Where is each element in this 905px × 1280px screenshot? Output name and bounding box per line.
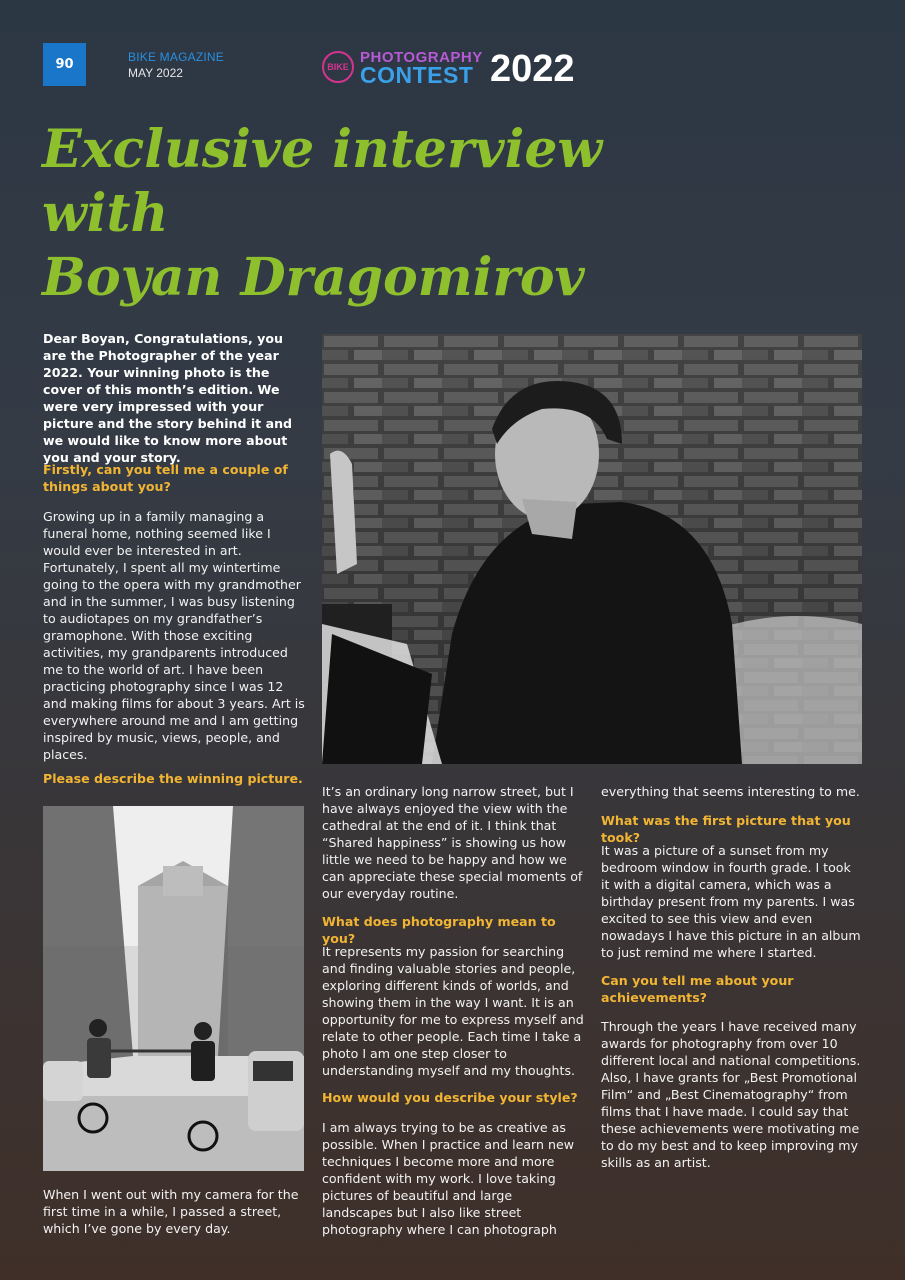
intro-paragraph: Dear Boyan, Congratulations, you are the Photographer of the year 2022. Your winning photo is the cover of this month’s edition. We were very impressed with your picture and the story behind it and we would like to know more about you and your story. bbox=[43, 331, 293, 465]
headline-line-1: Exclusive interview with bbox=[42, 119, 603, 244]
contest-logo bbox=[322, 48, 602, 90]
headline-line-2: Boyan Dragomirov bbox=[42, 247, 585, 308]
answer-1: Growing up in a family managing a funeral home, nothing seemed like I would ever be interested in art. Fortunately, I spent all my wintertime going to the opera with my grandmother and in the summer, I was busy listening to audiotapes on my grandfather’s gramophone. With those exciting activities, my grandparents introduced me to the world of art. I have been practicing photography since I was 12 and making films for about 3 years. Art is everywhere around me and I am getting inspired by music, views, people, and places. bbox=[43, 509, 305, 762]
question-4: How would you describe your style? bbox=[322, 1090, 578, 1105]
question-5: What was the first picture that you took? bbox=[601, 813, 851, 845]
contest-logo-contest: CONTEST bbox=[360, 62, 474, 88]
answer-6: Through the years I have received many awards for photography from over 10 different local and national competitions. Also, I have grants for „Best Promotional Film“ and „Best Cinematography“ from films that I have made. I could say that these achievements were motivating me to do my best and to keep improving my skills as an artist. bbox=[601, 1019, 861, 1170]
article-headline bbox=[42, 118, 742, 310]
issue-date: MAY 2022 bbox=[128, 66, 183, 80]
answer-4-part-1: I am always trying to be as creative as possible. When I practice and learn new techniques I become more and more confident with my work. I love taking pictures of beautiful and large landscapes but I also like street photography where I can photograph bbox=[322, 1120, 575, 1237]
magazine-name: BIKE MAGAZINE bbox=[128, 50, 224, 64]
answer-2-part-1: When I went out with my camera for the first time in a while, I passed a street, which I’ve gone by every day. bbox=[43, 1187, 299, 1236]
question-2: Please describe the winning picture. bbox=[43, 771, 303, 786]
answer-4-part-2: everything that seems interesting to me. bbox=[601, 784, 860, 799]
page-number: 90 bbox=[43, 43, 86, 86]
answer-3: It represents my passion for searching and finding valuable stories and people, exploring different kinds of worlds, and showing them in the way I want. It is an opportunity for me to express myself and relate to other people. Each time I take a photo I am one step closer to understanding myself and my thoughts. bbox=[322, 944, 584, 1078]
answer-5: It was a picture of a sunset from my bedroom window in fourth grade. I took it with a digital camera, which was a birthday present from my parents. I was excited to see this view and even nowadays I have this picture in an album to just remind me where I started. bbox=[601, 843, 861, 960]
bike-badge-logo: BIKE bbox=[322, 51, 354, 83]
contest-logo-photography: PHOTOGRAPHY bbox=[360, 49, 483, 66]
question-3: What does photography mean to you? bbox=[322, 914, 556, 946]
contest-logo-year: 2022 bbox=[490, 48, 575, 90]
answer-2-part-2: It’s an ordinary long narrow street, but I have always enjoyed the view with the cathedral at the end of it. I think that “Shared happiness” is showing us how little we need to be happy and how we can appreciate these special moments of our everyday routine. bbox=[322, 784, 583, 901]
question-6: Can you tell me about your achievements? bbox=[601, 973, 794, 1005]
question-1: Firstly, can you tell me a couple of things about you? bbox=[43, 462, 288, 494]
portrait-photo bbox=[322, 334, 862, 764]
winning-street-photo bbox=[43, 806, 304, 1171]
